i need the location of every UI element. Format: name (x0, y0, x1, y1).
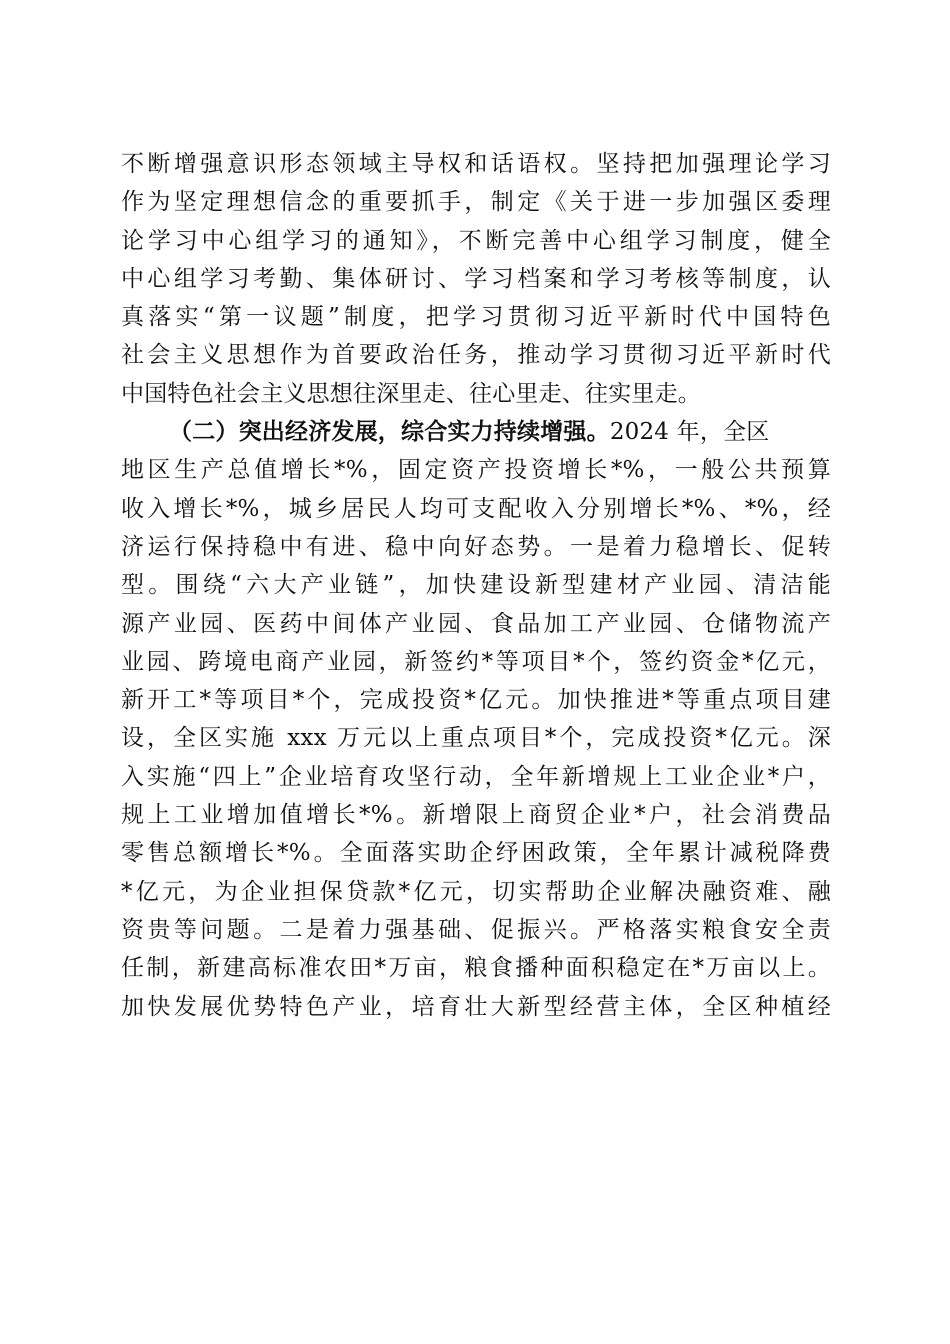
text-line: 加快发展优势特色产业，培育壮大新型经营主体，全区种植经 (121, 993, 831, 1020)
text-line: 资贵等问题。二是着力强基础、促振兴。严格落实粮食安全责 (121, 916, 831, 943)
text-line: 新开工*等项目*个，完成投资*亿元。加快推进*等重点项目建 (121, 687, 831, 714)
text-line: *亿元，为企业担保贷款*亿元，切实帮助企业解决融资难、融 (121, 878, 831, 905)
text-line: 任制，新建高标准农田*万亩，粮食播种面积稳定在*万亩以上。 (121, 955, 831, 982)
text-line: 不断增强意识形态领域主导权和话语权。坚持把加强理论学习 (121, 151, 831, 177)
text-line: 社会主义思想作为首要政治任务，推动学习贯彻习近平新时代 (121, 342, 831, 369)
text-line: 中国特色社会主义思想往深里走、往心里走、往实里走。 (121, 380, 701, 407)
section-heading-line (121, 413, 831, 451)
text-line: 设，全区实施 xxx 万元以上重点项目*个，完成投资*亿元。深 (121, 725, 831, 752)
text-line: 源产业园、医药中间体产业园、食品加工产业园、仓储物流产 (121, 610, 831, 637)
text-line: 业园、跨境电商产业园，新签约*等项目*个，签约资金*亿元， (121, 648, 831, 675)
text-line: 论学习中心组学习的通知》，不断完善中心组学习制度，健全 (121, 227, 831, 254)
text-line: 入实施“四上”企业培育攻坚行动，全年新增规上工业企业*户， (121, 763, 831, 790)
text-line: 型。围绕“六大产业链”，加快建设新型建材产业园、清洁能 (121, 572, 831, 599)
text-span: 2024 年，全区 (609, 419, 770, 446)
section-heading: （二）突出经济发展，综合实力持续增强。 (169, 418, 610, 446)
body-text (121, 145, 831, 1026)
text-line: 收入增长*%，城乡居民人均可支配收入分别增长*%、*%，经 (121, 495, 831, 522)
text-line: 作为坚定理想信念的重要抓手，制定《关于进一步加强区委理 (121, 189, 831, 216)
text-line: 零售总额增长*%。全面落实助企纾困政策，全年累计减税降费 (121, 840, 831, 867)
text-line: 济运行保持稳中有进、稳中向好态势。一是着力稳增长、促转 (121, 533, 831, 560)
text-line: 地区生产总值增长*%，固定资产投资增长*%，一般公共预算 (121, 457, 831, 484)
text-line: 规上工业增加值增长*%。新增限上商贸企业*户，社会消费品 (121, 802, 831, 829)
text-line: 真落实“第一议题”制度，把学习贯彻习近平新时代中国特色 (121, 304, 831, 331)
text-line: 中心组学习考勤、集体研讨、学习档案和学习考核等制度，认 (121, 265, 831, 292)
